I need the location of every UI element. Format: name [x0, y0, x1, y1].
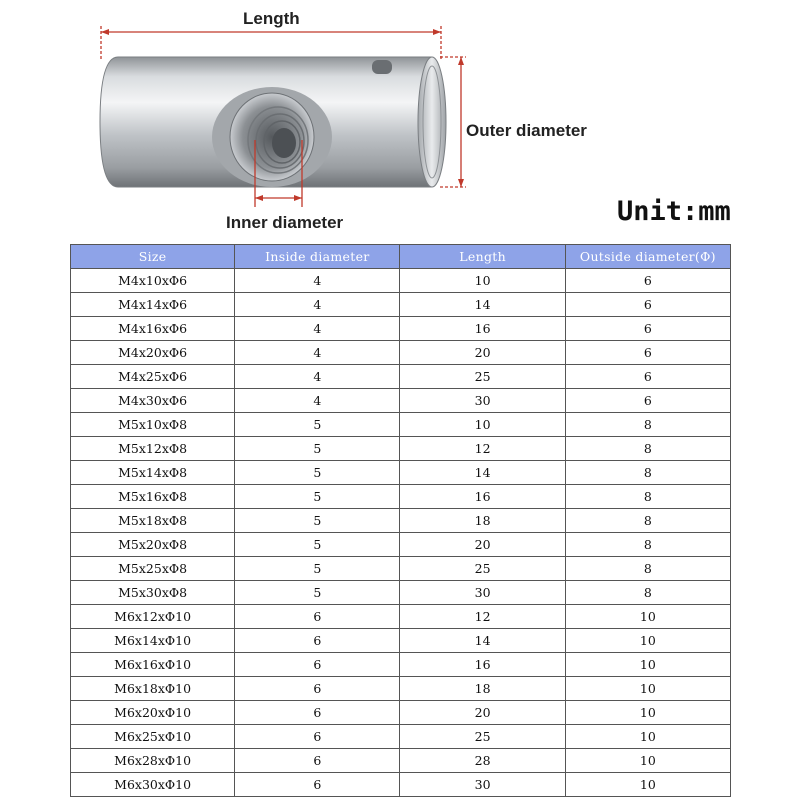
cell-outside-diameter: 10: [565, 725, 730, 749]
table-row: [71, 605, 731, 629]
cell-size: M5x10xΦ8: [71, 413, 235, 437]
cell-outside-diameter: 6: [565, 269, 730, 293]
table-row: [71, 365, 731, 389]
cell-outside-diameter: 10: [565, 629, 730, 653]
cell-outside-diameter: 8: [565, 533, 730, 557]
cell-inside-diameter: 6: [235, 725, 400, 749]
table-row: [71, 533, 731, 557]
cell-inside-diameter: 5: [235, 533, 400, 557]
cell-inside-diameter: 6: [235, 677, 400, 701]
cell-inside-diameter: 4: [235, 341, 400, 365]
cell-outside-diameter: 6: [565, 365, 730, 389]
cell-outside-diameter: 8: [565, 509, 730, 533]
cell-inside-diameter: 5: [235, 509, 400, 533]
cell-size: M5x25xΦ8: [71, 557, 235, 581]
table-row: [71, 557, 731, 581]
table-row: [71, 389, 731, 413]
cell-inside-diameter: 4: [235, 389, 400, 413]
cell-inside-diameter: 5: [235, 485, 400, 509]
table-row: [71, 749, 731, 773]
length-label: Length: [243, 9, 300, 28]
cell-outside-diameter: 6: [565, 341, 730, 365]
cell-length: 25: [400, 725, 565, 749]
cell-length: 20: [400, 533, 565, 557]
cell-size: M4x10xΦ6: [71, 269, 235, 293]
cell-outside-diameter: 6: [565, 389, 730, 413]
cell-outside-diameter: 10: [565, 605, 730, 629]
header-length: Length: [400, 245, 565, 269]
cell-outside-diameter: 8: [565, 413, 730, 437]
table-row: [71, 773, 731, 797]
cell-outside-diameter: 6: [565, 317, 730, 341]
cell-size: M6x16xΦ10: [71, 653, 235, 677]
table-row: [71, 293, 731, 317]
cell-size: M5x16xΦ8: [71, 485, 235, 509]
cell-size: M4x20xΦ6: [71, 341, 235, 365]
cell-size: M6x30xΦ10: [71, 773, 235, 797]
table-row: [71, 725, 731, 749]
cell-length: 28: [400, 749, 565, 773]
cell-size: M5x18xΦ8: [71, 509, 235, 533]
cell-length: 25: [400, 557, 565, 581]
cell-length: 10: [400, 413, 565, 437]
table-row: [71, 269, 731, 293]
threaded-hole: [212, 87, 332, 187]
header-inside-diameter: Inside diameter: [235, 245, 400, 269]
cell-length: 16: [400, 317, 565, 341]
cell-length: 25: [400, 365, 565, 389]
cell-length: 18: [400, 677, 565, 701]
cell-outside-diameter: 10: [565, 749, 730, 773]
cell-size: M4x30xΦ6: [71, 389, 235, 413]
table-row: [71, 581, 731, 605]
cell-inside-diameter: 5: [235, 461, 400, 485]
table-row: [71, 413, 731, 437]
size-spec-table: [70, 244, 731, 797]
cell-outside-diameter: 8: [565, 485, 730, 509]
cell-length: 20: [400, 701, 565, 725]
cell-inside-diameter: 6: [235, 773, 400, 797]
cell-inside-diameter: 6: [235, 653, 400, 677]
cell-inside-diameter: 6: [235, 605, 400, 629]
cell-inside-diameter: 5: [235, 437, 400, 461]
cell-inside-diameter: 4: [235, 365, 400, 389]
table-row: [71, 461, 731, 485]
cell-size: M4x16xΦ6: [71, 317, 235, 341]
outer-diameter-label: Outer diameter: [466, 121, 587, 140]
cell-length: 30: [400, 389, 565, 413]
table-row: [71, 437, 731, 461]
cell-length: 10: [400, 269, 565, 293]
cell-outside-diameter: 10: [565, 773, 730, 797]
cell-length: 16: [400, 653, 565, 677]
cell-length: 12: [400, 605, 565, 629]
cell-outside-diameter: 8: [565, 461, 730, 485]
header-size: Size: [71, 245, 235, 269]
cell-length: 30: [400, 581, 565, 605]
cell-inside-diameter: 4: [235, 317, 400, 341]
cell-length: 14: [400, 461, 565, 485]
table-row: [71, 629, 731, 653]
table-row: [71, 677, 731, 701]
cell-outside-diameter: 6: [565, 293, 730, 317]
table-row: [71, 653, 731, 677]
cell-inside-diameter: 5: [235, 581, 400, 605]
cell-outside-diameter: 10: [565, 677, 730, 701]
cell-size: M5x14xΦ8: [71, 461, 235, 485]
cell-size: M5x12xΦ8: [71, 437, 235, 461]
cell-length: 16: [400, 485, 565, 509]
header-outside-diameter: Outside diameter(Φ): [565, 245, 730, 269]
cell-length: 18: [400, 509, 565, 533]
cell-inside-diameter: 6: [235, 749, 400, 773]
cell-outside-diameter: 10: [565, 701, 730, 725]
cell-inside-diameter: 6: [235, 701, 400, 725]
cell-size: M6x28xΦ10: [71, 749, 235, 773]
cell-outside-diameter: 8: [565, 557, 730, 581]
cell-inside-diameter: 4: [235, 269, 400, 293]
cell-outside-diameter: 10: [565, 653, 730, 677]
length-dimension: [101, 26, 441, 60]
table-body: [71, 269, 731, 797]
cell-size: M6x18xΦ10: [71, 677, 235, 701]
cell-size: M6x25xΦ10: [71, 725, 235, 749]
inner-diameter-label: Inner diameter: [226, 213, 344, 232]
table-row: [71, 317, 731, 341]
cell-length: 14: [400, 629, 565, 653]
unit-label: Unit:mm: [617, 196, 731, 227]
cell-outside-diameter: 8: [565, 581, 730, 605]
table-row: [71, 701, 731, 725]
table-row: [71, 485, 731, 509]
cell-size: M4x14xΦ6: [71, 293, 235, 317]
table-row: [71, 509, 731, 533]
cell-length: 12: [400, 437, 565, 461]
cell-inside-diameter: 5: [235, 557, 400, 581]
cell-outside-diameter: 8: [565, 437, 730, 461]
cell-length: 20: [400, 341, 565, 365]
table-row: [71, 341, 731, 365]
table-header-row: [71, 245, 731, 269]
cell-inside-diameter: 4: [235, 293, 400, 317]
cell-length: 30: [400, 773, 565, 797]
cell-size: M6x20xΦ10: [71, 701, 235, 725]
cell-length: 14: [400, 293, 565, 317]
cell-inside-diameter: 6: [235, 629, 400, 653]
cell-size: M4x25xΦ6: [71, 365, 235, 389]
cell-size: M5x30xΦ8: [71, 581, 235, 605]
cell-size: M6x14xΦ10: [71, 629, 235, 653]
cell-size: M6x12xΦ10: [71, 605, 235, 629]
cell-inside-diameter: 5: [235, 413, 400, 437]
cell-size: M5x20xΦ8: [71, 533, 235, 557]
